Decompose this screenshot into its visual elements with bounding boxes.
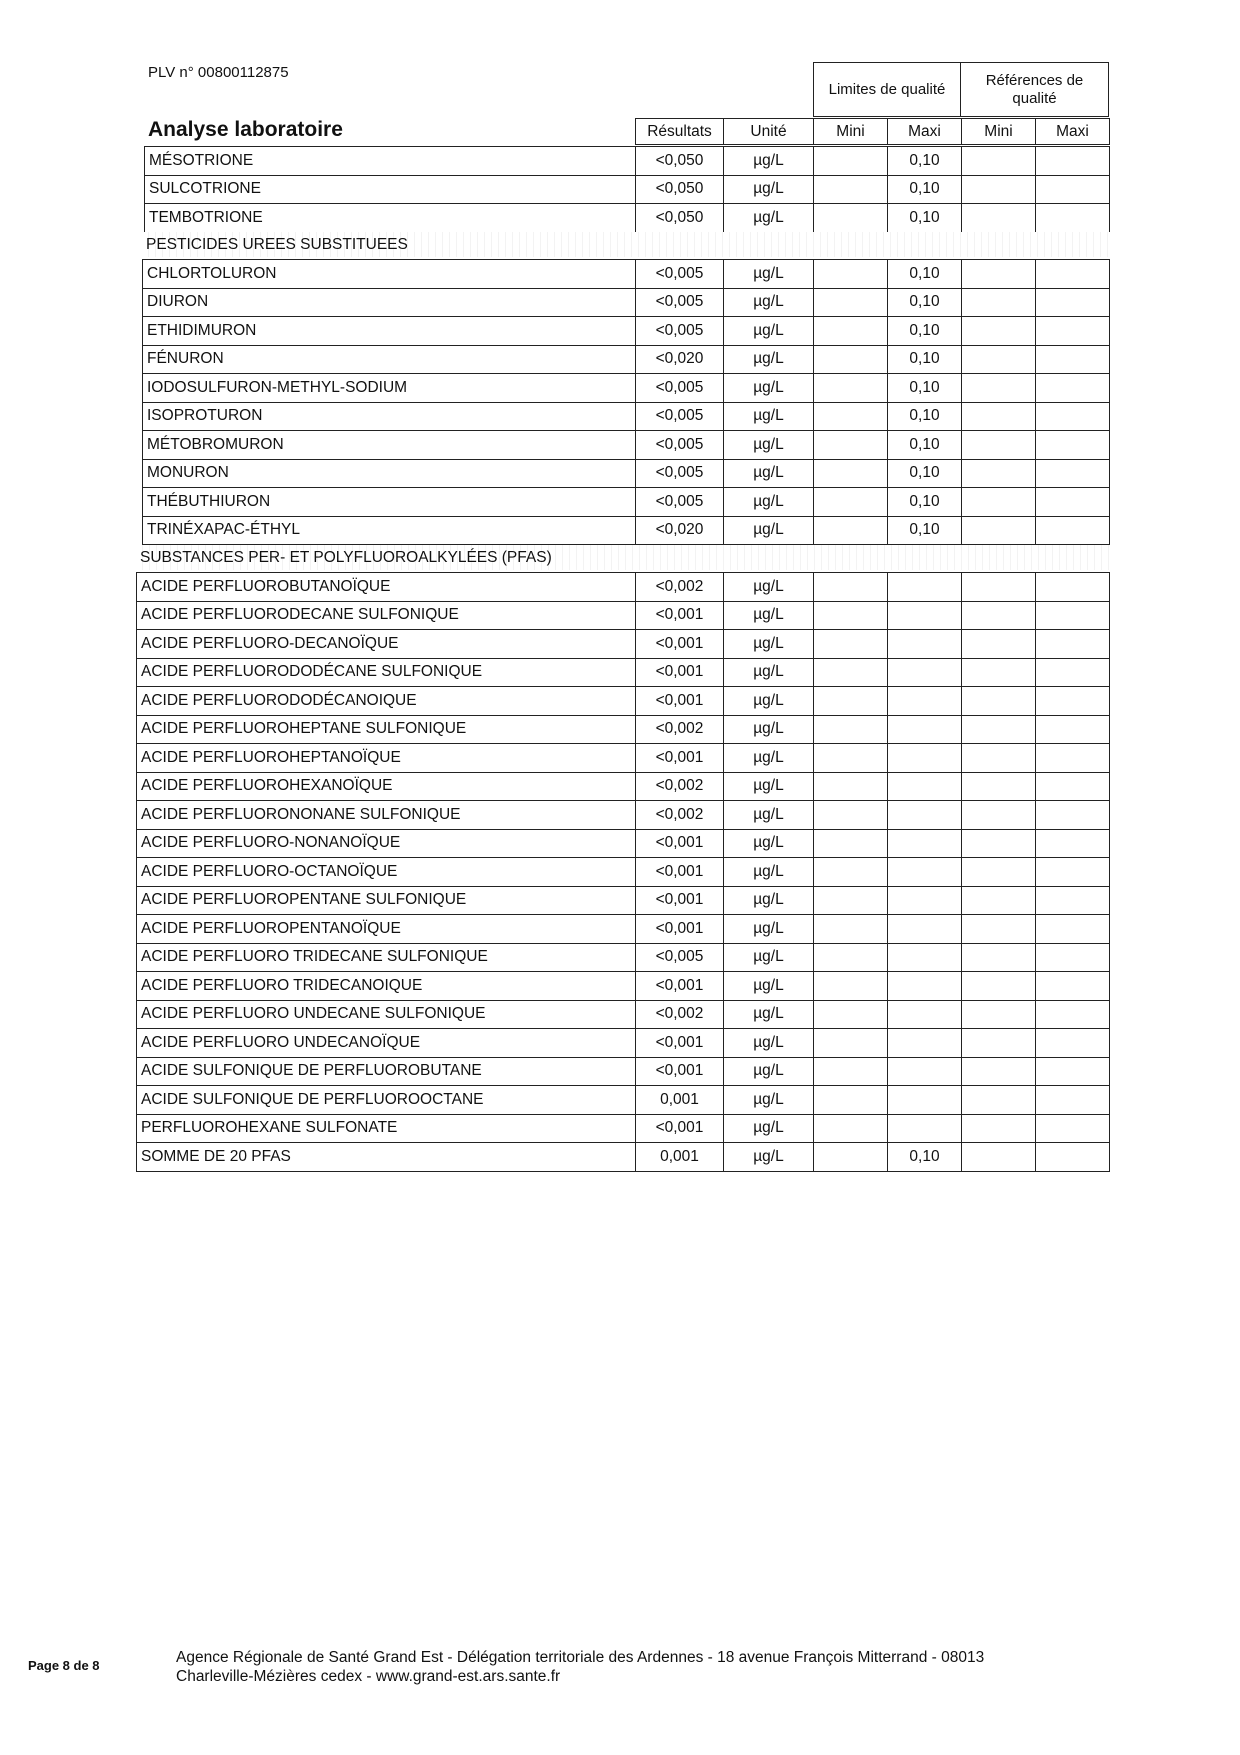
table-row [143, 488, 1110, 517]
reference-maxi [1036, 687, 1110, 716]
table-row [137, 573, 1110, 602]
table-row [137, 1057, 1110, 1086]
limite-mini [814, 147, 888, 176]
analyte-name: ACIDE PERFLUORO-OCTANOÏQUE [137, 858, 636, 887]
limite-mini [814, 260, 888, 289]
reference-mini [962, 431, 1036, 460]
reference-mini [962, 601, 1036, 630]
unit-value: µg/L [724, 658, 814, 687]
analyte-name: ACIDE PERFLUORODODÉCANE SULFONIQUE [137, 658, 636, 687]
analyte-name: TEMBOTRIONE [145, 204, 636, 233]
limite-mini [814, 1086, 888, 1115]
result-value: <0,002 [636, 1000, 724, 1029]
limite-maxi: 0,10 [888, 374, 962, 403]
result-value: <0,001 [636, 658, 724, 687]
reference-mini [962, 147, 1036, 176]
reference-mini [962, 317, 1036, 346]
unit-value: µg/L [724, 317, 814, 346]
limite-maxi [888, 972, 962, 1001]
result-value: <0,001 [636, 972, 724, 1001]
limite-mini [814, 772, 888, 801]
limite-maxi [888, 943, 962, 972]
table-row [145, 147, 1110, 176]
reference-maxi [1036, 915, 1110, 944]
reference-maxi [1036, 1000, 1110, 1029]
table-row [137, 601, 1110, 630]
unit-value: µg/L [724, 915, 814, 944]
limite-mini [814, 943, 888, 972]
limite-maxi [888, 1000, 962, 1029]
reference-mini [962, 972, 1036, 1001]
limite-maxi: 0,10 [888, 147, 962, 176]
reference-maxi [1036, 459, 1110, 488]
table-row [143, 260, 1110, 289]
reference-mini [962, 288, 1036, 317]
result-value: <0,005 [636, 402, 724, 431]
result-value: <0,001 [636, 829, 724, 858]
reference-mini [962, 402, 1036, 431]
limite-maxi: 0,10 [888, 402, 962, 431]
reference-maxi [1036, 317, 1110, 346]
table-row [137, 943, 1110, 972]
reference-maxi [1036, 943, 1110, 972]
reference-mini [962, 858, 1036, 887]
reference-maxi [1036, 886, 1110, 915]
table-row [137, 658, 1110, 687]
limite-maxi: 0,10 [888, 317, 962, 346]
unit-value: µg/L [724, 858, 814, 887]
unit-value: µg/L [724, 687, 814, 716]
references-de-qualite-header [960, 62, 1109, 117]
result-value: <0,002 [636, 573, 724, 602]
result-value: <0,005 [636, 943, 724, 972]
limite-maxi: 0,10 [888, 204, 962, 233]
reference-mini [962, 1086, 1036, 1115]
reference-maxi [1036, 1086, 1110, 1115]
result-value: <0,001 [636, 1114, 724, 1143]
limite-mini [814, 402, 888, 431]
unit-value: µg/L [724, 801, 814, 830]
col-unite: Unité [724, 119, 814, 145]
table-row [137, 858, 1110, 887]
limites-de-qualite-header [813, 62, 961, 117]
analyte-name: ACIDE PERFLUORO UNDECANE SULFONIQUE [137, 1000, 636, 1029]
table-row [137, 772, 1110, 801]
limite-maxi [888, 801, 962, 830]
column-header-row [635, 118, 1110, 145]
col-mini-limites: Mini [814, 119, 888, 145]
reference-maxi [1036, 1057, 1110, 1086]
unit-value: µg/L [724, 431, 814, 460]
reference-maxi [1036, 972, 1110, 1001]
limite-mini [814, 1029, 888, 1058]
limite-mini [814, 601, 888, 630]
table-row [137, 1000, 1110, 1029]
limite-mini [814, 744, 888, 773]
limite-mini [814, 288, 888, 317]
limite-maxi [888, 658, 962, 687]
reference-mini [962, 175, 1036, 204]
result-value: <0,005 [636, 488, 724, 517]
unit-value: µg/L [724, 516, 814, 545]
limite-mini [814, 1000, 888, 1029]
analyte-name: ACIDE PERFLUORO-NONANOÏQUE [137, 829, 636, 858]
analyte-name: ACIDE PERFLUORO TRIDECANE SULFONIQUE [137, 943, 636, 972]
references-label: Références de qualité [985, 71, 1084, 107]
limite-maxi [888, 601, 962, 630]
table-row [143, 402, 1110, 431]
table-row [143, 374, 1110, 403]
reference-mini [962, 345, 1036, 374]
table-row [145, 204, 1110, 233]
limite-maxi [888, 715, 962, 744]
col-mini-references: Mini [962, 119, 1036, 145]
reference-maxi [1036, 630, 1110, 659]
table-row [137, 1114, 1110, 1143]
analyte-name: PERFLUOROHEXANE SULFONATE [137, 1114, 636, 1143]
limite-mini [814, 1057, 888, 1086]
result-value: <0,005 [636, 288, 724, 317]
limite-maxi [888, 772, 962, 801]
reference-maxi [1036, 260, 1110, 289]
unit-value: µg/L [724, 147, 814, 176]
reference-mini [962, 516, 1036, 545]
reference-maxi [1036, 1114, 1110, 1143]
result-value: <0,001 [636, 915, 724, 944]
result-value: <0,001 [636, 630, 724, 659]
unit-value: µg/L [724, 459, 814, 488]
analyte-name: ETHIDIMURON [143, 317, 636, 346]
unit-value: µg/L [724, 630, 814, 659]
analyte-name: ACIDE PERFLUOROHEXANOÏQUE [137, 772, 636, 801]
result-value: <0,020 [636, 516, 724, 545]
col-resultats: Résultats [636, 119, 724, 145]
reference-mini [962, 459, 1036, 488]
unit-value: µg/L [724, 715, 814, 744]
limite-mini [814, 801, 888, 830]
table-row [137, 801, 1110, 830]
limite-mini [814, 488, 888, 517]
result-value: <0,001 [636, 744, 724, 773]
unit-value: µg/L [724, 175, 814, 204]
analyte-name: ACIDE SULFONIQUE DE PERFLUOROOCTANE [137, 1086, 636, 1115]
limite-mini [814, 658, 888, 687]
analyte-name: FÉNURON [143, 345, 636, 374]
result-value: <0,001 [636, 601, 724, 630]
limite-mini [814, 630, 888, 659]
limite-maxi [888, 573, 962, 602]
result-value: <0,001 [636, 687, 724, 716]
result-value: <0,050 [636, 175, 724, 204]
unit-value: µg/L [724, 288, 814, 317]
analyte-name: THÉBUTHIURON [143, 488, 636, 517]
section-header: SUBSTANCES PER- ET POLYFLUOROALKYLÉES (PFAS) [136, 545, 1113, 570]
limite-maxi: 0,10 [888, 516, 962, 545]
plv-number: PLV n° 00800112875 [148, 64, 289, 81]
table-row [137, 972, 1110, 1001]
reference-maxi [1036, 744, 1110, 773]
limite-mini [814, 459, 888, 488]
result-value: <0,005 [636, 431, 724, 460]
reference-maxi [1036, 573, 1110, 602]
limite-maxi [888, 915, 962, 944]
reference-mini [962, 801, 1036, 830]
limites-label: Limites de qualité [828, 80, 946, 98]
limite-mini [814, 516, 888, 545]
limite-maxi [888, 1057, 962, 1086]
result-value: <0,001 [636, 886, 724, 915]
unit-value: µg/L [724, 744, 814, 773]
analyte-name: IODOSULFURON-METHYL-SODIUM [143, 374, 636, 403]
unit-value: µg/L [724, 345, 814, 374]
table-row [137, 630, 1110, 659]
reference-mini [962, 1143, 1036, 1172]
reference-maxi [1036, 374, 1110, 403]
reference-mini [962, 630, 1036, 659]
limite-maxi [888, 687, 962, 716]
unit-value: µg/L [724, 1057, 814, 1086]
reference-mini [962, 744, 1036, 773]
results-table [142, 259, 1110, 545]
reference-maxi [1036, 801, 1110, 830]
table-row [137, 744, 1110, 773]
unit-value: µg/L [724, 488, 814, 517]
reference-mini [962, 573, 1036, 602]
reference-mini [962, 1000, 1036, 1029]
analyte-name: ACIDE PERFLUOROBUTANOÏQUE [137, 573, 636, 602]
reference-mini [962, 829, 1036, 858]
reference-maxi [1036, 516, 1110, 545]
results-table [144, 146, 1110, 233]
unit-value: µg/L [724, 972, 814, 1001]
table-row [137, 687, 1110, 716]
table-row [137, 915, 1110, 944]
page-title: Analyse laboratoire [148, 118, 343, 141]
reference-maxi [1036, 772, 1110, 801]
analyte-name: ACIDE PERFLUOROHEPTANOÏQUE [137, 744, 636, 773]
analyte-name: MONURON [143, 459, 636, 488]
reference-maxi [1036, 431, 1110, 460]
limite-mini [814, 829, 888, 858]
table-row [145, 175, 1110, 204]
limite-maxi: 0,10 [888, 345, 962, 374]
table-row [143, 288, 1110, 317]
analyte-name: ACIDE PERFLUOROPENTANOÏQUE [137, 915, 636, 944]
reference-mini [962, 715, 1036, 744]
unit-value: µg/L [724, 1114, 814, 1143]
table-row [137, 1143, 1110, 1172]
limite-maxi: 0,10 [888, 288, 962, 317]
analyte-name: SULCOTRIONE [145, 175, 636, 204]
analyte-name: ACIDE PERFLUOROPENTANE SULFONIQUE [137, 886, 636, 915]
reference-mini [962, 260, 1036, 289]
unit-value: µg/L [724, 601, 814, 630]
analyte-name: ACIDE PERFLUORO UNDECANOÏQUE [137, 1029, 636, 1058]
limite-maxi [888, 1086, 962, 1115]
unit-value: µg/L [724, 1143, 814, 1172]
reference-maxi [1036, 345, 1110, 374]
page-number: Page 8 de 8 [28, 1658, 100, 1673]
limite-maxi: 0,10 [888, 431, 962, 460]
result-value: <0,005 [636, 459, 724, 488]
unit-value: µg/L [724, 943, 814, 972]
analyte-name: SOMME DE 20 PFAS [137, 1143, 636, 1172]
result-value: <0,020 [636, 345, 724, 374]
analyte-name: TRINÉXAPAC-ÉTHYL [143, 516, 636, 545]
limite-maxi [888, 630, 962, 659]
unit-value: µg/L [724, 573, 814, 602]
limite-mini [814, 374, 888, 403]
table-row [143, 345, 1110, 374]
limite-maxi [888, 886, 962, 915]
unit-value: µg/L [724, 204, 814, 233]
col-maxi-references: Maxi [1036, 119, 1110, 145]
unit-value: µg/L [724, 886, 814, 915]
reference-maxi [1036, 175, 1110, 204]
result-value: <0,005 [636, 317, 724, 346]
analyte-name: ACIDE PERFLUORONONANE SULFONIQUE [137, 801, 636, 830]
limite-maxi: 0,10 [888, 459, 962, 488]
reference-maxi [1036, 858, 1110, 887]
table-row [137, 1029, 1110, 1058]
analyte-name: ISOPROTURON [143, 402, 636, 431]
limite-maxi [888, 829, 962, 858]
reference-maxi [1036, 402, 1110, 431]
limite-maxi: 0,10 [888, 1143, 962, 1172]
result-value: <0,050 [636, 147, 724, 176]
reference-maxi [1036, 147, 1110, 176]
result-value: <0,050 [636, 204, 724, 233]
limite-maxi [888, 1114, 962, 1143]
footer-line-2: Charleville-Mézières cedex - www.grand-est.ars.sante.fr [176, 1668, 561, 1685]
limite-maxi: 0,10 [888, 260, 962, 289]
limite-mini [814, 204, 888, 233]
limite-mini [814, 972, 888, 1001]
reference-mini [962, 204, 1036, 233]
reference-mini [962, 1029, 1036, 1058]
limite-mini [814, 886, 888, 915]
reference-maxi [1036, 288, 1110, 317]
analyte-name: ACIDE PERFLUORODECANE SULFONIQUE [137, 601, 636, 630]
unit-value: µg/L [724, 1029, 814, 1058]
reference-mini [962, 1114, 1036, 1143]
reference-maxi [1036, 1143, 1110, 1172]
analyte-name: DIURON [143, 288, 636, 317]
result-value: <0,005 [636, 374, 724, 403]
table-row [143, 516, 1110, 545]
table-row [137, 886, 1110, 915]
reference-mini [962, 687, 1036, 716]
reference-maxi [1036, 1029, 1110, 1058]
result-value: 0,001 [636, 1086, 724, 1115]
footer-address [176, 1648, 984, 1686]
reference-mini [962, 1057, 1036, 1086]
reference-maxi [1036, 488, 1110, 517]
limite-mini [814, 431, 888, 460]
limite-mini [814, 345, 888, 374]
limite-mini [814, 317, 888, 346]
reference-maxi [1036, 715, 1110, 744]
table-row [143, 459, 1110, 488]
reference-mini [962, 772, 1036, 801]
footer-line-1: Agence Régionale de Santé Grand Est - Délégation territoriale des Ardennes - 18 avenue François Mitterrand - 08013 [176, 1649, 985, 1666]
result-value: <0,001 [636, 1057, 724, 1086]
table-row [143, 431, 1110, 460]
table-row [143, 317, 1110, 346]
limite-maxi [888, 1029, 962, 1058]
result-value: <0,002 [636, 801, 724, 830]
analyte-name: ACIDE PERFLUORODODÉCANOIQUE [137, 687, 636, 716]
limite-maxi [888, 858, 962, 887]
limite-mini [814, 687, 888, 716]
limite-mini [814, 1114, 888, 1143]
reference-maxi [1036, 204, 1110, 233]
limite-mini [814, 1143, 888, 1172]
limite-mini [814, 573, 888, 602]
reference-maxi [1036, 601, 1110, 630]
unit-value: µg/L [724, 402, 814, 431]
analyte-name: CHLORTOLURON [143, 260, 636, 289]
reference-mini [962, 374, 1036, 403]
unit-value: µg/L [724, 772, 814, 801]
analyte-name: MÉTOBROMURON [143, 431, 636, 460]
table-row [137, 1086, 1110, 1115]
analyte-name: ACIDE PERFLUORO TRIDECANOIQUE [137, 972, 636, 1001]
result-value: <0,002 [636, 715, 724, 744]
col-maxi-limites: Maxi [888, 119, 962, 145]
result-value: <0,001 [636, 858, 724, 887]
result-value: <0,001 [636, 1029, 724, 1058]
unit-value: µg/L [724, 1000, 814, 1029]
unit-value: µg/L [724, 260, 814, 289]
limite-maxi [888, 744, 962, 773]
unit-value: µg/L [724, 829, 814, 858]
table-row [137, 829, 1110, 858]
reference-maxi [1036, 829, 1110, 858]
analyte-name: ACIDE PERFLUORO-DECANOÏQUE [137, 630, 636, 659]
analyte-name: MÉSOTRIONE [145, 147, 636, 176]
unit-value: µg/L [724, 374, 814, 403]
unit-value: µg/L [724, 1086, 814, 1115]
limite-mini [814, 915, 888, 944]
limite-maxi: 0,10 [888, 488, 962, 517]
result-value: 0,001 [636, 1143, 724, 1172]
table-row [137, 715, 1110, 744]
result-value: <0,005 [636, 260, 724, 289]
results-table [136, 572, 1110, 1172]
result-value: <0,002 [636, 772, 724, 801]
analyte-name: ACIDE PERFLUOROHEPTANE SULFONIQUE [137, 715, 636, 744]
analyte-name: ACIDE SULFONIQUE DE PERFLUOROBUTANE [137, 1057, 636, 1086]
limite-mini [814, 715, 888, 744]
reference-mini [962, 943, 1036, 972]
reference-mini [962, 886, 1036, 915]
reference-mini [962, 658, 1036, 687]
section-header: PESTICIDES UREES SUBSTITUEES [142, 232, 1113, 257]
limite-maxi: 0,10 [888, 175, 962, 204]
reference-maxi [1036, 658, 1110, 687]
limite-mini [814, 858, 888, 887]
reference-mini [962, 915, 1036, 944]
reference-mini [962, 488, 1036, 517]
limite-mini [814, 175, 888, 204]
